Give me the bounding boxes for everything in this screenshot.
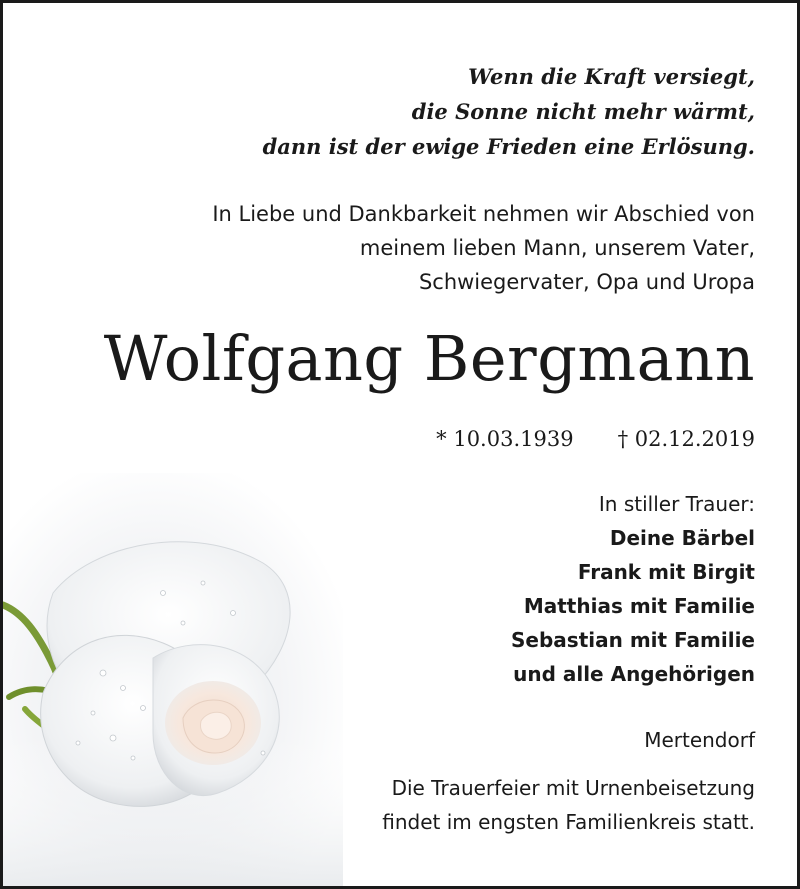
intro-line: In Liebe und Dankbarkeit nehmen wir Abschied von	[212, 202, 755, 226]
mourner-name: Deine Bärbel	[609, 526, 755, 550]
mourner-name: und alle Angehörigen	[513, 662, 755, 686]
mourner-name: Sebastian mit Familie	[511, 628, 755, 652]
mourners-heading: In stiller Trauer:	[598, 492, 755, 516]
intro-line: Schwiegervater, Opa und Uropa	[418, 270, 755, 294]
mourners-list	[511, 487, 755, 691]
life-dates	[436, 421, 755, 457]
notice-line: Die Trauerfeier mit Urnenbeisetzung	[391, 776, 755, 800]
white-rose-image	[3, 473, 343, 886]
funeral-notice	[382, 771, 755, 839]
motto-verse	[263, 59, 755, 164]
death-date: † 02.12.2019	[617, 427, 755, 451]
mourner-name: Matthias mit Familie	[523, 594, 755, 618]
place-name: Mertendorf	[644, 728, 755, 752]
deceased-name: Wolfgang Bergmann	[103, 322, 755, 395]
notice-line: findet im engsten Familienkreis statt.	[382, 810, 755, 834]
birth-date: * 10.03.1939	[436, 427, 574, 451]
motto-line: Wenn die Kraft versiegt,	[468, 64, 755, 89]
mourner-name: Frank mit Birgit	[577, 560, 755, 584]
white-rose-icon	[3, 473, 343, 886]
intro-line: meinem lieben Mann, unserem Vater,	[359, 236, 755, 260]
motto-line: die Sonne nicht mehr wärmt,	[411, 99, 755, 124]
motto-line: dann ist der ewige Frieden eine Erlösung.	[262, 134, 755, 159]
farewell-intro	[212, 197, 755, 299]
